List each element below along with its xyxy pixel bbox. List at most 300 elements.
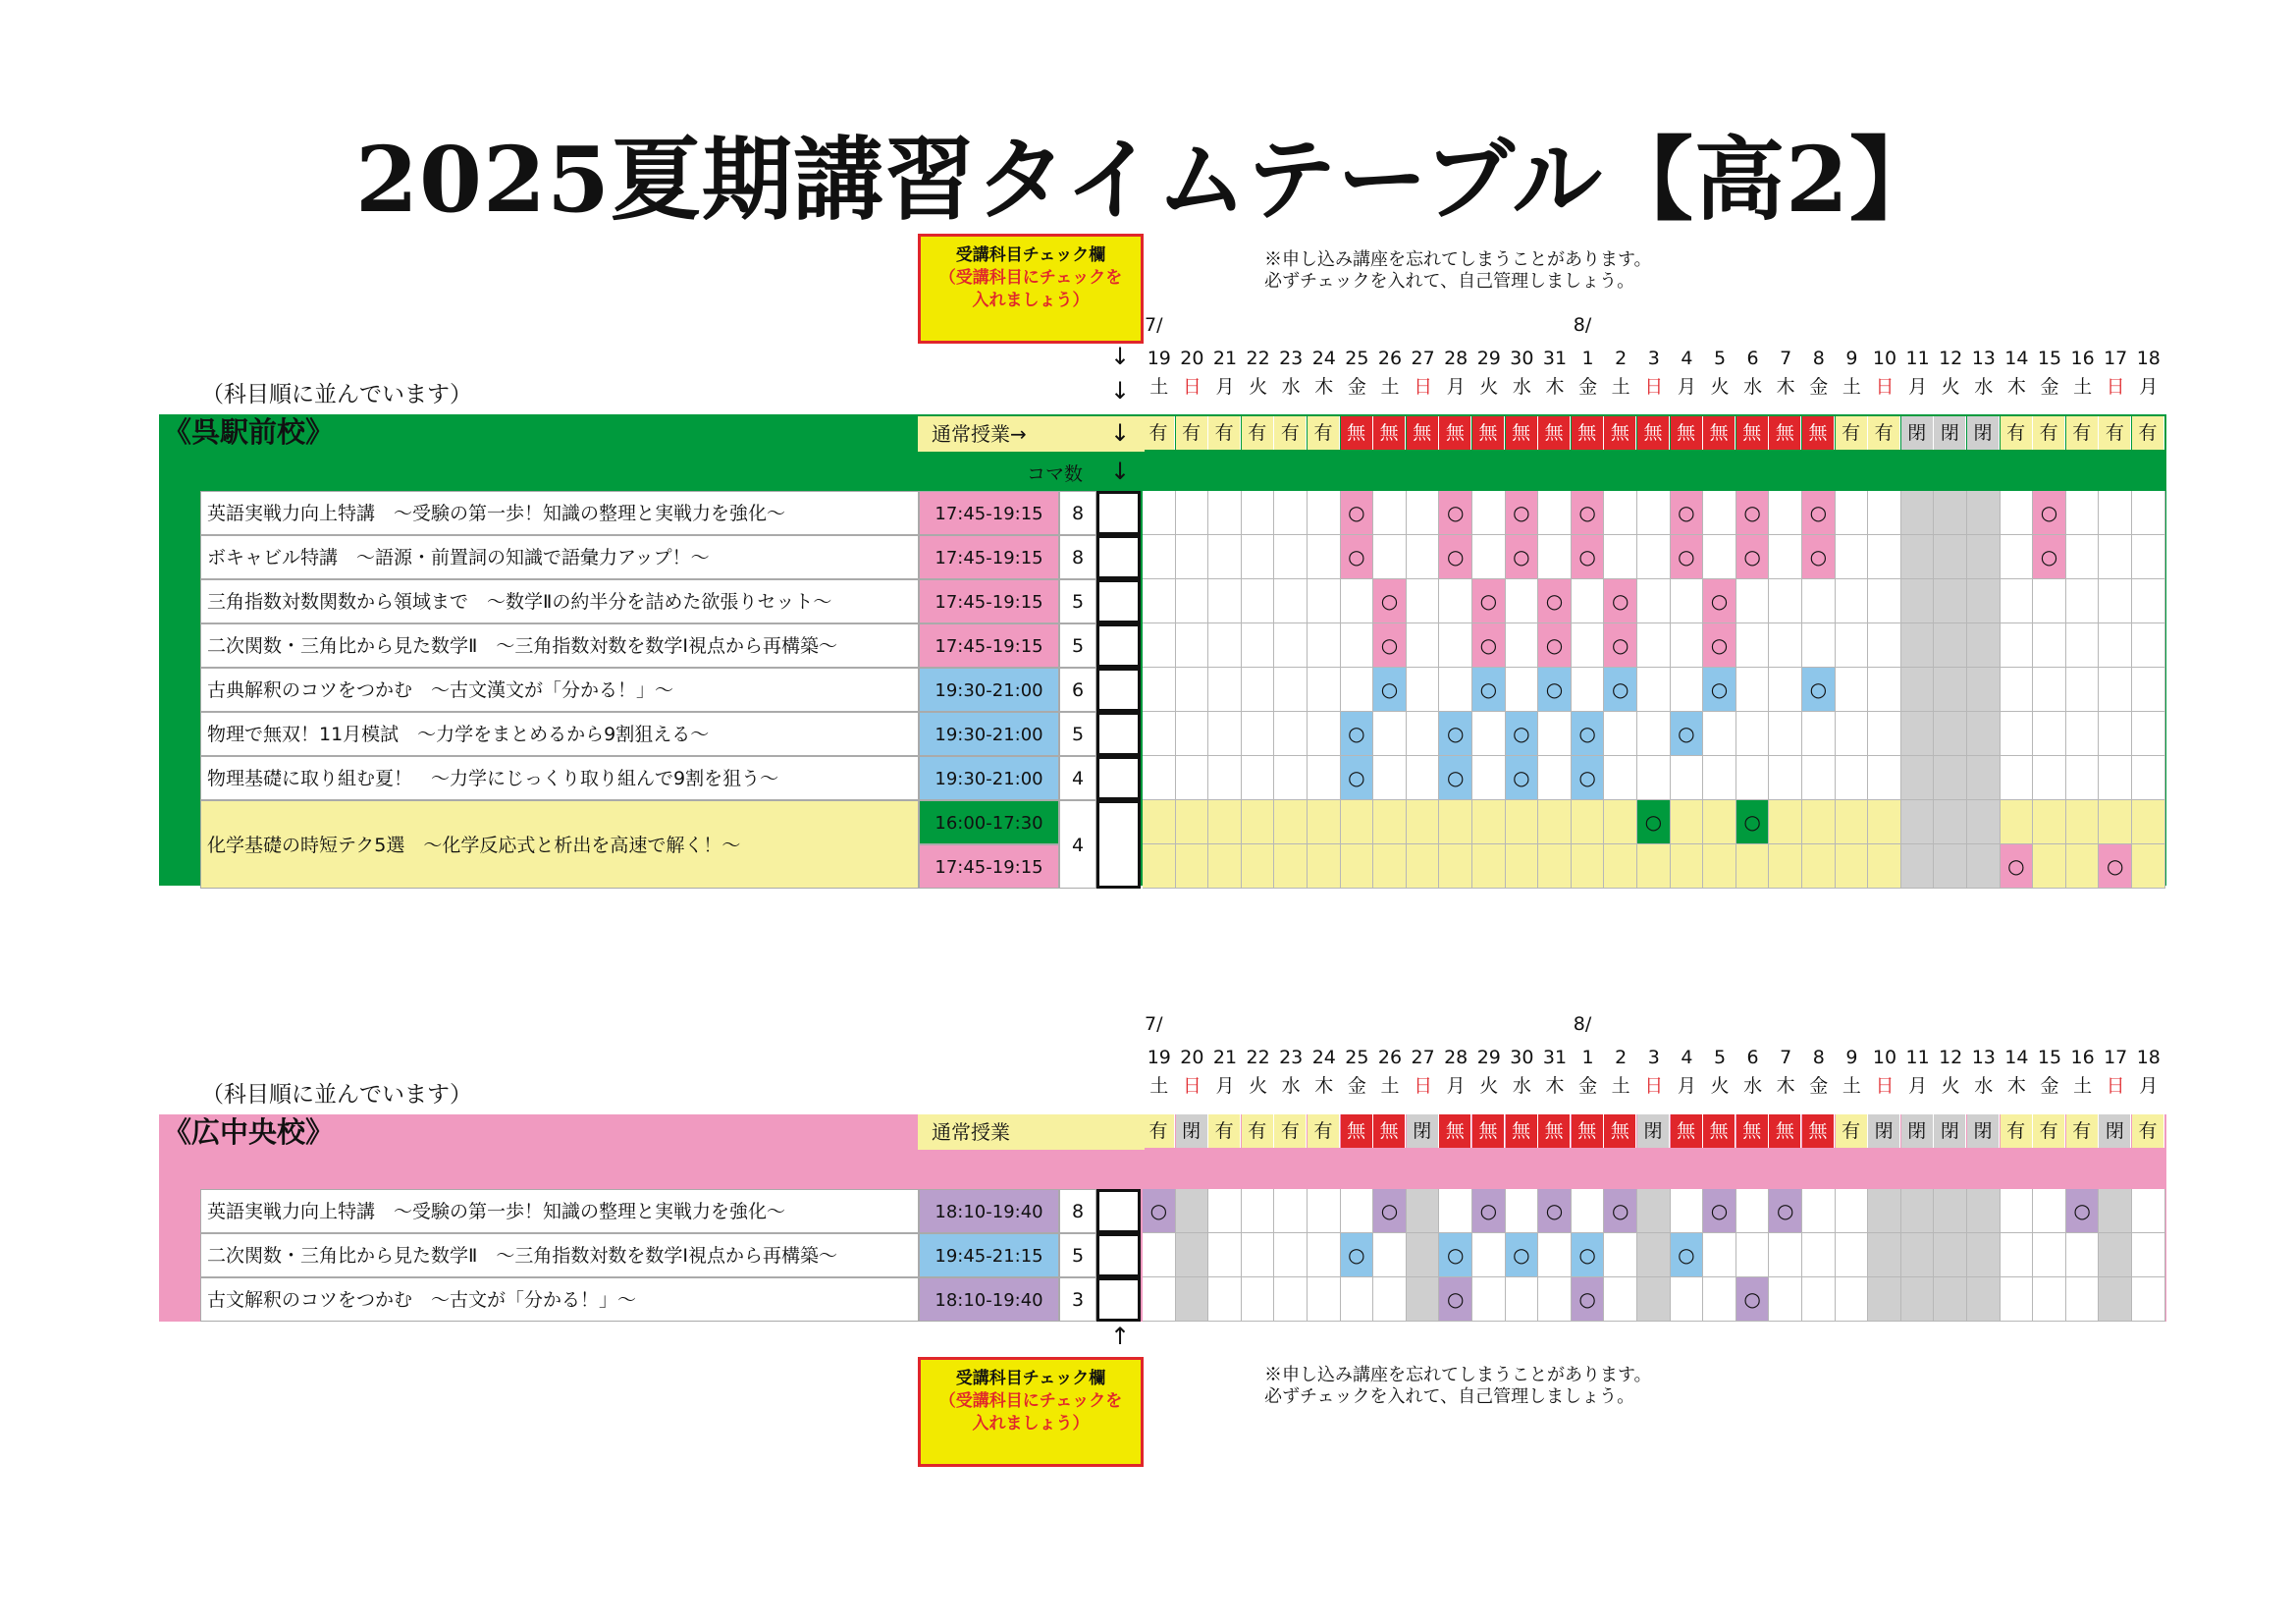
schedule-cell: [2132, 800, 2165, 844]
schedule-cell: [1472, 535, 1506, 579]
schedule-cell: [1506, 579, 1539, 623]
schedule-cell: [2001, 1277, 2034, 1322]
schedule-cell: [1901, 1277, 1935, 1322]
schedule-cell: [1242, 756, 1275, 800]
schedule-cell: [1439, 800, 1472, 844]
schedule-cell: ○: [1472, 623, 1506, 668]
status-cell: 有: [2132, 416, 2164, 450]
day-number: 8: [1812, 1047, 1825, 1068]
day-number: 28: [1444, 348, 1468, 369]
schedule-cell: [2001, 491, 2034, 535]
status-cell: 無: [1671, 1114, 1703, 1148]
check-box[interactable]: [1096, 535, 1141, 579]
schedule-cell: [1308, 535, 1341, 579]
course-name: 古典解釈のコツをつかむ ～古文漢文が「分かる！」～: [200, 668, 919, 712]
schedule-cell: [2033, 623, 2066, 668]
schedule-cell: ○: [1637, 800, 1671, 844]
status-cell: 無: [1736, 416, 1769, 450]
course-time: 17:45-19:15: [919, 844, 1059, 889]
schedule-cell: ○: [1472, 668, 1506, 712]
regular-class-label-kure: 通常授業→: [918, 416, 1145, 452]
weekday-label: 金: [1809, 1075, 1829, 1097]
schedule-cell: [1472, 800, 1506, 844]
schedule-cell: [1373, 1277, 1407, 1322]
schedule-cell: [1407, 800, 1440, 844]
weekday-label: 日: [1875, 1075, 1895, 1097]
day-number: 7: [1780, 1047, 1792, 1068]
schedule-cell: [1769, 1233, 1802, 1277]
status-cell: 閉: [1868, 1114, 1900, 1148]
day-number: 22: [1246, 1047, 1270, 1068]
schedule-cell: [1604, 1277, 1637, 1322]
schedule-cell: [1671, 623, 1704, 668]
status-cell: 有: [1242, 416, 1274, 450]
schedule-cell: [2001, 1233, 2034, 1277]
schedule-cell: [1439, 1189, 1472, 1233]
schedule-cell: [1671, 756, 1704, 800]
check-box[interactable]: [1096, 668, 1141, 712]
schedule-cell: [1637, 668, 1671, 712]
check-box[interactable]: [1096, 800, 1141, 889]
schedule-cell: [1407, 1233, 1440, 1277]
schedule-cell: [1506, 623, 1539, 668]
schedule-cell: [1341, 844, 1374, 889]
status-cell: 無: [1671, 416, 1703, 450]
schedule-cell: [2099, 1189, 2132, 1233]
schedule-cell: ○: [1671, 535, 1704, 579]
course-time: 19:30-21:00: [919, 712, 1059, 756]
schedule-cell: [1637, 756, 1671, 800]
check-box[interactable]: [1096, 712, 1141, 756]
schedule-cell: ○: [1572, 1233, 1605, 1277]
status-cell: 有: [2001, 416, 2033, 450]
schedule-cell: [1967, 800, 2001, 844]
weekday-label: 土: [1149, 376, 1169, 398]
schedule-cell: ○: [2099, 844, 2132, 889]
schedule-cell: [1373, 535, 1407, 579]
schedule-cell: [1407, 491, 1440, 535]
schedule-cell: [1671, 1277, 1704, 1322]
schedule-cell: [1572, 623, 1605, 668]
schedule-cell: ○: [1671, 491, 1704, 535]
check-box[interactable]: [1096, 1189, 1141, 1233]
regular-class-label-hiro: 通常授業: [918, 1114, 1145, 1150]
schedule-cell: ○: [1769, 1189, 1802, 1233]
status-cell: 無: [1439, 1114, 1471, 1148]
schedule-cell: [1439, 623, 1472, 668]
schedule-cell: ○: [1572, 1277, 1605, 1322]
day-number: 19: [1147, 348, 1171, 369]
weekday-label: 火: [1941, 376, 1960, 398]
schedule-cell: [1967, 1189, 2001, 1233]
status-cell: 無: [1538, 1114, 1571, 1148]
day-number: 14: [2004, 1047, 2029, 1068]
course-name: 物理基礎に取り組む夏！ ～力学にじっくり取り組んで9割を狙う～: [200, 756, 919, 800]
schedule-cell: [1868, 800, 1901, 844]
schedule-cell: [1868, 712, 1901, 756]
schedule-cell: [1637, 623, 1671, 668]
section-stripe: [1143, 454, 2165, 491]
weekday-label: 土: [1611, 376, 1630, 398]
schedule-cell: [1208, 800, 1242, 844]
arrow-down-icon: ↓: [1110, 419, 1131, 447]
schedule-cell: [1901, 756, 1935, 800]
schedule-cell: ○: [1439, 756, 1472, 800]
schedule-cell: ○: [1736, 800, 1770, 844]
schedule-cell: [1407, 1277, 1440, 1322]
schedule-cell: [1934, 800, 1967, 844]
weekday-label: 金: [1578, 1075, 1598, 1097]
schedule-cell: ○: [1439, 535, 1472, 579]
status-cell: 有: [1208, 1114, 1241, 1148]
session-count: 3: [1059, 1277, 1096, 1322]
schedule-cell: [1341, 1189, 1374, 1233]
schedule-cell: [1934, 1233, 1967, 1277]
schedule-cell: [1274, 844, 1308, 889]
schedule-cell: [2132, 623, 2165, 668]
schedule-cell: [1637, 579, 1671, 623]
schedule-cell: [1472, 712, 1506, 756]
weekday-label: 月: [1446, 376, 1466, 398]
schedule-cell: [1736, 712, 1770, 756]
course-time: 17:45-19:15: [919, 579, 1059, 623]
page-title: 2025夏期講習タイムテーブル【高2】: [354, 127, 1942, 233]
schedule-cell: [1176, 579, 1209, 623]
schedule-cell: [1901, 491, 1935, 535]
status-cell: 閉: [1176, 1114, 1208, 1148]
day-number: 8: [1812, 348, 1825, 369]
session-count: 5: [1059, 579, 1096, 623]
schedule-cell: [2132, 712, 2165, 756]
schedule-cell: [1274, 1277, 1308, 1322]
schedule-cell: [1208, 1277, 1242, 1322]
schedule-cell: [1572, 1189, 1605, 1233]
weekday-label: 火: [1249, 1075, 1268, 1097]
schedule-cell: [1802, 1277, 1836, 1322]
day-number: 13: [1971, 348, 1996, 369]
status-cell: 閉: [1967, 1114, 2000, 1148]
weekday-label: 月: [1446, 1075, 1466, 1097]
schedule-cell: [1407, 623, 1440, 668]
weekday-label: 月: [2139, 376, 2159, 398]
schedule-cell: [1538, 800, 1572, 844]
schedule-cell: [1538, 1233, 1572, 1277]
schedule-cell: [2033, 800, 2066, 844]
arrow-up-icon: ↑: [1110, 1323, 1131, 1350]
weekday-label: 日: [2106, 376, 2125, 398]
schedule-cell: [1176, 844, 1209, 889]
schedule-cell: [1967, 756, 2001, 800]
schedule-cell: [1836, 668, 1869, 712]
schedule-cell: [1176, 623, 1209, 668]
day-number: 17: [2104, 348, 2128, 369]
status-cell: 無: [1373, 416, 1406, 450]
weekday-label: 土: [1842, 1075, 1861, 1097]
schedule-cell: [1836, 535, 1869, 579]
schedule-cell: [1736, 668, 1770, 712]
schedule-cell: [1604, 1233, 1637, 1277]
schedule-cell: ○: [1538, 668, 1572, 712]
reminder-note-top: ※申し込み講座を忘れてしまうことがあります。 必ずチェックを入れて、自己管理しましょう。: [1264, 249, 1652, 292]
schedule-cell: [1736, 623, 1770, 668]
check-box[interactable]: [1096, 579, 1141, 623]
schedule-cell: [1506, 844, 1539, 889]
status-cell: 無: [1341, 416, 1373, 450]
schedule-cell: [1802, 800, 1836, 844]
course-name: ボキャビル特講 ～語源・前置詞の知識で語彙力アップ！～: [200, 535, 919, 579]
schedule-cell: [2099, 579, 2132, 623]
session-count: 5: [1059, 712, 1096, 756]
schedule-cell: ○: [1143, 1189, 1176, 1233]
weekday-label: 月: [1677, 376, 1696, 398]
weekday-label: 土: [1842, 376, 1861, 398]
schedule-cell: [1143, 712, 1176, 756]
check-box[interactable]: [1096, 623, 1141, 668]
schedule-cell: [1934, 579, 1967, 623]
month-label: 7/: [1145, 314, 1163, 336]
schedule-cell: [1274, 491, 1308, 535]
day-number: 31: [1542, 348, 1568, 369]
weekday-label: 水: [1743, 1075, 1763, 1097]
schedule-cell: [1176, 756, 1209, 800]
schedule-cell: [2001, 579, 2034, 623]
schedule-cell: [1671, 579, 1704, 623]
schedule-cell: [1274, 1233, 1308, 1277]
weekday-label: 金: [1578, 376, 1598, 398]
weekday-label: 金: [1347, 376, 1366, 398]
weekday-label: 木: [2006, 1075, 2026, 1097]
day-number: 17: [2104, 1047, 2128, 1068]
check-box[interactable]: [1096, 491, 1141, 535]
day-number: 14: [2004, 348, 2029, 369]
schedule-cell: [2099, 756, 2132, 800]
schedule-cell: [1836, 1277, 1869, 1322]
schedule-cell: [1703, 491, 1736, 535]
school-name-hiro: 《広中央校》: [163, 1115, 335, 1149]
day-number: 29: [1476, 348, 1501, 369]
schedule-cell: [1703, 1233, 1736, 1277]
schedule-cell: [2066, 844, 2100, 889]
status-cell: 無: [1736, 1114, 1769, 1148]
schedule-cell: [1934, 1277, 1967, 1322]
status-cell: 有: [2132, 1114, 2164, 1148]
day-number: 11: [1905, 1047, 1930, 1068]
schedule-cell: [2001, 712, 2034, 756]
weekday-label: 火: [1710, 376, 1730, 398]
weekday-label: 土: [1380, 1075, 1400, 1097]
day-number: 6: [1746, 1047, 1759, 1068]
day-number: 13: [1971, 1047, 1996, 1068]
schedule-cell: [1934, 844, 1967, 889]
schedule-cell: [1208, 1233, 1242, 1277]
status-cell: 無: [1802, 416, 1835, 450]
schedule-cell: [1176, 1233, 1209, 1277]
schedule-cell: [1604, 491, 1637, 535]
schedule-cell: [1703, 535, 1736, 579]
schedule-cell: [1769, 756, 1802, 800]
schedule-cell: [1769, 535, 1802, 579]
schedule-cell: [1967, 535, 2001, 579]
weekday-label: 日: [1644, 1075, 1664, 1097]
schedule-cell: [2001, 623, 2034, 668]
schedule-cell: ○: [1604, 623, 1637, 668]
schedule-cell: ○: [1439, 1277, 1472, 1322]
schedule-cell: [1506, 668, 1539, 712]
status-cell: 無: [1802, 1114, 1835, 1148]
schedule-cell: ○: [1572, 756, 1605, 800]
schedule-cell: [1208, 579, 1242, 623]
schedule-cell: [1572, 668, 1605, 712]
schedule-cell: ○: [1736, 1277, 1770, 1322]
status-cell: 有: [1176, 416, 1208, 450]
schedule-cell: [1836, 579, 1869, 623]
schedule-cell: [1274, 623, 1308, 668]
schedule-cell: ○: [1703, 579, 1736, 623]
schedule-cell: [1901, 579, 1935, 623]
schedule-cell: [2132, 579, 2165, 623]
day-number: 23: [1279, 348, 1304, 369]
schedule-cell: [1274, 668, 1308, 712]
status-cell: 有: [2066, 416, 2099, 450]
status-cell: 無: [1407, 416, 1439, 450]
school-name-kure: 《呉駅前校》: [163, 415, 335, 449]
schedule-cell: [1341, 800, 1374, 844]
schedule-cell: [1208, 535, 1242, 579]
day-number: 22: [1246, 348, 1270, 369]
day-number: 7: [1780, 348, 1792, 369]
weekday-label: 木: [1545, 1075, 1565, 1097]
schedule-cell: [1836, 1233, 1869, 1277]
schedule-cell: [1373, 712, 1407, 756]
schedule-cell: [1143, 668, 1176, 712]
weekday-label: 土: [1611, 1075, 1630, 1097]
schedule-cell: [2066, 579, 2100, 623]
check-box[interactable]: [1096, 1233, 1141, 1277]
schedule-cell: ○: [1703, 623, 1736, 668]
schedule-cell: ○: [1538, 1189, 1572, 1233]
schedule-cell: [1472, 844, 1506, 889]
status-cell: 閉: [1934, 1114, 1966, 1148]
schedule-cell: [1671, 800, 1704, 844]
schedule-cell: ○: [2066, 1189, 2100, 1233]
schedule-cell: [2132, 491, 2165, 535]
status-cell: 無: [1373, 1114, 1406, 1148]
day-number: 10: [1872, 348, 1897, 369]
schedule-cell: [1769, 712, 1802, 756]
check-box[interactable]: [1096, 756, 1141, 800]
schedule-cell: [1637, 535, 1671, 579]
status-cell: 無: [1506, 416, 1538, 450]
schedule-cell: [1208, 668, 1242, 712]
schedule-cell: [1407, 579, 1440, 623]
day-number: 9: [1845, 1047, 1858, 1068]
schedule-cell: [1242, 1233, 1275, 1277]
schedule-cell: [1242, 579, 1275, 623]
schedule-cell: [1967, 1277, 2001, 1322]
weekday-label: 土: [1149, 1075, 1169, 1097]
course-name: 古文解釈のコツをつかむ ～古文が「分かる！」～: [200, 1277, 919, 1322]
schedule-cell: [1736, 756, 1770, 800]
check-column-note-top: 受講科目チェック欄 （受講科目にチェックを 入れましょう）: [918, 234, 1144, 344]
schedule-cell: [1176, 491, 1209, 535]
schedule-cell: [1967, 1233, 2001, 1277]
course-name: 英語実戦力向上特講 ～受験の第一歩！知識の整理と実戦力を強化～: [200, 491, 919, 535]
schedule-cell: [1308, 623, 1341, 668]
status-cell: 有: [2001, 1114, 2033, 1148]
schedule-cell: [2132, 1189, 2165, 1233]
check-box[interactable]: [1096, 1277, 1141, 1322]
weekday-label: 火: [1710, 1075, 1730, 1097]
schedule-cell: [1208, 491, 1242, 535]
status-cell: 無: [1341, 1114, 1373, 1148]
schedule-cell: ○: [1703, 668, 1736, 712]
schedule-cell: [1637, 1233, 1671, 1277]
schedule-cell: ○: [1802, 491, 1836, 535]
weekday-label: 木: [2006, 376, 2026, 398]
schedule-cell: [2066, 1233, 2100, 1277]
course-time: 17:45-19:15: [919, 623, 1059, 668]
schedule-cell: [2132, 668, 2165, 712]
status-cell: 閉: [1901, 416, 1934, 450]
schedule-cell: [1176, 1277, 1209, 1322]
status-cell: 有: [2099, 416, 2131, 450]
schedule-cell: [1341, 668, 1374, 712]
schedule-cell: ○: [1341, 756, 1374, 800]
status-cell: 有: [1242, 1114, 1274, 1148]
schedule-cell: [1671, 844, 1704, 889]
schedule-cell: [1802, 579, 1836, 623]
schedule-cell: [1242, 491, 1275, 535]
schedule-cell: [1308, 1189, 1341, 1233]
schedule-cell: [1868, 535, 1901, 579]
schedule-cell: [1967, 579, 2001, 623]
weekday-label: 火: [1479, 1075, 1499, 1097]
schedule-cell: ○: [2001, 844, 2034, 889]
schedule-cell: [1506, 800, 1539, 844]
schedule-cell: [1637, 1189, 1671, 1233]
schedule-cell: [1373, 491, 1407, 535]
schedule-cell: [1802, 844, 1836, 889]
schedule-cell: [1208, 623, 1242, 668]
schedule-cell: [1208, 844, 1242, 889]
course-time: 17:45-19:15: [919, 491, 1059, 535]
schedule-cell: [1538, 491, 1572, 535]
schedule-cell: [1703, 756, 1736, 800]
schedule-cell: [1901, 844, 1935, 889]
schedule-cell: [2066, 756, 2100, 800]
schedule-cell: [1373, 844, 1407, 889]
schedule-cell: ○: [1538, 623, 1572, 668]
schedule-cell: ○: [1341, 491, 1374, 535]
schedule-cell: ○: [2033, 535, 2066, 579]
schedule-cell: [1274, 579, 1308, 623]
weekday-label: 水: [1512, 376, 1531, 398]
weekday-label: 水: [1974, 376, 1994, 398]
status-cell: 有: [1143, 416, 1175, 450]
day-number: 28: [1444, 1047, 1468, 1068]
schedule-cell: [1242, 623, 1275, 668]
day-number: 2: [1615, 348, 1628, 369]
weekday-label: 日: [1182, 1075, 1201, 1097]
weekday-label: 水: [1281, 376, 1301, 398]
status-cell: 閉: [2099, 1114, 2131, 1148]
schedule-cell: [1836, 712, 1869, 756]
schedule-cell: [1967, 491, 2001, 535]
schedule-cell: [1143, 1277, 1176, 1322]
schedule-cell: [1934, 1189, 1967, 1233]
day-number: 16: [2070, 348, 2095, 369]
schedule-cell: [1373, 800, 1407, 844]
